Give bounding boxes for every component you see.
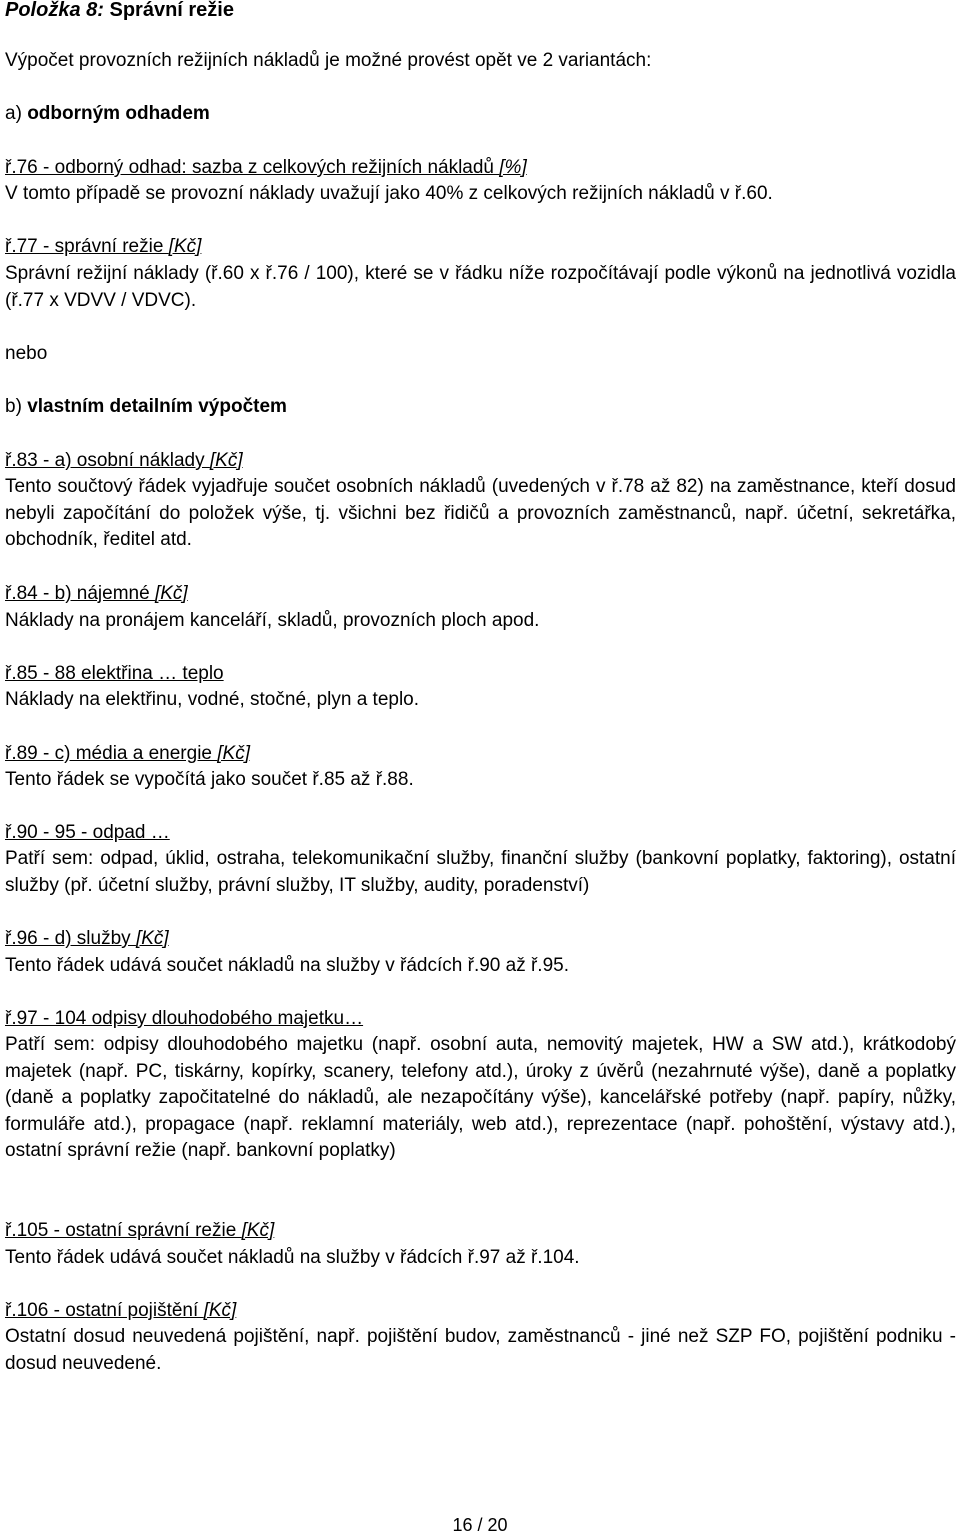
- row-106-heading-text: ř.106 - ostatní pojištění: [5, 1300, 204, 1321]
- row-77-text: Správní režijní náklady (ř.60 x ř.76 / 100), které se v řádku níže rozpočítávají podle výkonů na jednotlivá vozidla (ř.77 x VDVV / VDVC).: [5, 263, 956, 311]
- row-77-unit: [Kč]: [168, 236, 202, 257]
- row-97-heading-text: ř.97 - 104 odpisy dlouhodobého majetku…: [5, 1008, 364, 1029]
- row-96-unit: [Kč]: [135, 928, 169, 949]
- row-76-heading-text: ř.76 - odborný odhad: sazba z celkových režijních nákladů: [5, 157, 500, 178]
- row-85-heading: [5, 661, 956, 688]
- nebo-text: nebo: [5, 343, 48, 364]
- row-85-text: Náklady na elektřinu, vodné, stočné, plyn a teplo.: [5, 689, 420, 710]
- row-97-heading: [5, 1006, 956, 1033]
- row-83-unit: [Kč]: [209, 450, 243, 471]
- row-96-text: Tento řádek udává součet nákladů na služby v řádcích ř.90 až ř.95.: [5, 955, 569, 976]
- row-89-heading: [5, 741, 956, 768]
- variant-a-label: odborným odhadem: [27, 103, 210, 124]
- row-106-heading: [5, 1298, 956, 1325]
- variant-b-label: vlastním detailním výpočtem: [27, 396, 287, 417]
- row-76-unit: [%]: [499, 157, 527, 178]
- row-84-text: Náklady na pronájem kanceláří, skladů, provozních ploch apod.: [5, 610, 540, 631]
- variant-b-prefix: b): [5, 396, 22, 417]
- variant-b: [5, 394, 956, 421]
- row-89-unit: [Kč]: [217, 743, 250, 764]
- row-83-heading: [5, 448, 956, 475]
- row-90-text: Patří sem: odpad, úklid, ostraha, telekomunikační služby, finanční služby (bankovní poplatky, faktoring), ostatní služby (př. účetní služby, právní služby, IT služby, audity, poradenství): [5, 848, 956, 896]
- row-84-heading: [5, 581, 956, 608]
- row-89-heading-text: ř.89 - c) média a energie: [5, 743, 218, 764]
- section-title: [5, 0, 234, 22]
- section-title-prefix: Položka 8:: [5, 0, 104, 21]
- row-85-heading-text: ř.85 - 88 elektřina … teplo: [5, 663, 224, 684]
- intro-paragraph: Výpočet provozních režijních nákladů je možné provést opět ve 2 variantách:: [5, 50, 652, 71]
- row-83-text: Tento součtový řádek vyjadřuje součet osobních nákladů (uvedených v ř.78 až 82) na zaměstnance, kteří dosud nebyli započítání do položek výše, tj. všichni bez řidičů a provozních zaměstnanců, např. účetní, sekretářka, obchodník, ředitel atd.: [5, 476, 956, 550]
- row-76-heading: [5, 155, 956, 182]
- variant-a: [5, 101, 956, 128]
- row-90-heading-text: ř.90 - 95 - odpad …: [5, 822, 170, 843]
- row-84-unit: [Kč]: [154, 583, 188, 604]
- variant-a-prefix: a): [5, 103, 22, 124]
- row-84-heading-text: ř.84 - b) nájemné: [5, 583, 155, 604]
- row-83-heading-text: ř.83 - a) osobní náklady: [5, 450, 210, 471]
- row-96-heading: [5, 926, 956, 953]
- row-106-text: Ostatní dosud neuvedená pojištění, např. pojištění budov, zaměstnanců - jiné než SZP FO, pojištění podniku - dosud neuvedené.: [5, 1326, 956, 1374]
- row-105-heading-text: ř.105 - ostatní správní režie: [5, 1220, 242, 1241]
- row-97-text: Patří sem: odpisy dlouhodobého majetku (např. osobní auta, nemovitý majetek, HW a SW atd.), krátkodobý majetek (např. PC, tiskárny, kopírky, scanery, telefony atd.), úroky z úvěrů (nezahrnuté výše), daně a poplatky (daně a poplatky započitatelné do nákladů, ale nezapočítány výše), kancelářské potřeby (např. papíry, nůžky, formuláře atd.), propagace (např. reklamní materiály, web atd.), reprezentace (např. pohoštění, výstavy atd.), ostatní správní režie (např. bankovní poplatky): [5, 1034, 956, 1161]
- row-76-text: V tomto případě se provozní náklady uvažují jako 40% z celkových režijních nákladů v ř.60.: [5, 183, 773, 204]
- section-title-text: Správní režie: [103, 0, 234, 21]
- row-106-unit: [Kč]: [203, 1300, 237, 1321]
- row-89-text: Tento řádek se vypočítá jako součet ř.85 až ř.88.: [5, 769, 414, 790]
- row-90-heading: [5, 820, 956, 847]
- row-105-heading: [5, 1218, 956, 1245]
- row-96-heading-text: ř.96 - d) služby: [5, 928, 136, 949]
- row-77-heading-text: ř.77 - správní režie: [5, 236, 169, 257]
- row-77-heading: [5, 234, 956, 261]
- row-105-unit: [Kč]: [241, 1220, 275, 1241]
- page-number: 16 / 20: [452, 1515, 508, 1535]
- row-105-text: Tento řádek udává součet nákladů na služby v řádcích ř.97 až ř.104.: [5, 1247, 580, 1268]
